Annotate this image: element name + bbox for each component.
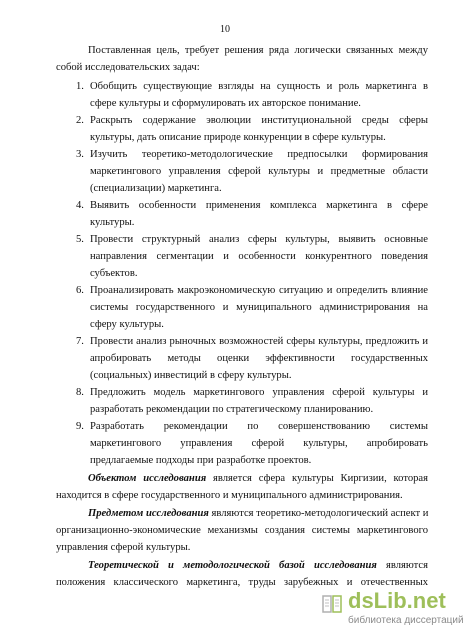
subject-line-2: организационно-экономические механизмы создания системы маркетингового (56, 525, 428, 536)
object-text: является сфера культуры Киргизии, которая (206, 473, 428, 484)
task-line: маркетингового управления сферой культуры, апробировать (90, 438, 428, 449)
task-number: 2. (76, 115, 84, 126)
task-line: Изучить теоретико-методологические предпосылки формирования (90, 149, 428, 160)
object-line-1 (88, 472, 428, 485)
task-line: Выявить особенности применения комплекса маркетинга в сфере (90, 200, 428, 211)
page-number: 10 (220, 24, 230, 35)
basis-line-2: положения классического маркетинга, труды зарубежных и отечественных (56, 577, 428, 588)
task-line: маркетингового управления сферой культуры и предметные области (90, 166, 428, 177)
subject-text: являются теоретико-методологический аспект и (208, 508, 429, 519)
task-number: 1. (76, 81, 84, 92)
object-term: Объектом исследования (88, 473, 207, 484)
dslib-logo-icon (320, 592, 344, 614)
watermark-subtitle: библиотека диссертаций (348, 615, 464, 626)
task-line: системы государственного и муниципального администрирования на (90, 302, 428, 313)
task-line: апробировать методы оценки эффективности государственных (90, 353, 428, 364)
task-line: (социальных) инвестиций в сферу культуры. (90, 370, 292, 381)
task-line: культуры, дать описание природе конкуренции в сфере культуры. (90, 132, 386, 143)
watermark-logo: dsLib.net (348, 588, 446, 613)
dslib-watermark (314, 588, 464, 632)
task-line: сферу культуры. (90, 319, 164, 330)
task-number: 7. (76, 336, 84, 347)
task-line: субъектов. (90, 268, 138, 279)
task-line: культуры. (90, 217, 135, 228)
task-number: 5. (76, 234, 84, 245)
basis-line-1 (88, 559, 428, 572)
task-number: 8. (76, 387, 84, 398)
task-line: Предложить модель маркетингового управления сферой культуры и (90, 387, 428, 398)
task-number: 9. (76, 421, 84, 432)
subject-line-3: управления сферой культуры. (56, 542, 191, 553)
task-line: Провести анализ рыночных возможностей сферы культуры, предложить и (90, 336, 428, 347)
subject-term: Предметом исследования (88, 508, 209, 519)
task-line: сфере культуры и сформулировать их авторское понимание. (90, 98, 361, 109)
subject-line-1 (88, 507, 428, 520)
task-line: направления сегментации и особенности конкурентного поведения (90, 251, 428, 262)
basis-text: являются (376, 560, 428, 571)
intro-line-2: собой исследовательских задач: (56, 62, 200, 73)
task-line: Проанализировать макроэкономическую ситуацию и определить влияние (90, 285, 428, 296)
task-number: 3. (76, 149, 84, 160)
task-line: (специализации) маркетинга. (90, 183, 222, 194)
task-line: Обобщить существующие взгляды на сущность и роль маркетинга в (90, 81, 428, 92)
object-line-2: находится в сфере государственного и муниципального администрирования. (56, 490, 403, 501)
intro-line-1: Поставленная цель, требует решения ряда логически связанных между (88, 45, 428, 56)
task-line: предлагаемые подходы при разработке проектов. (90, 455, 312, 466)
task-line: Раскрыть содержание эволюции институциональной среды сферы (90, 115, 428, 126)
task-number: 6. (76, 285, 84, 296)
basis-term: Теоретической и методологической базой исследования (88, 560, 377, 571)
task-line: разработать рекомендации по стратегическому планированию. (90, 404, 374, 415)
task-number: 4. (76, 200, 84, 211)
task-line: Разработать рекомендации по совершенствованию системы (90, 421, 428, 432)
task-line: Провести структурный анализ сферы культуры, выявить основные (90, 234, 428, 245)
